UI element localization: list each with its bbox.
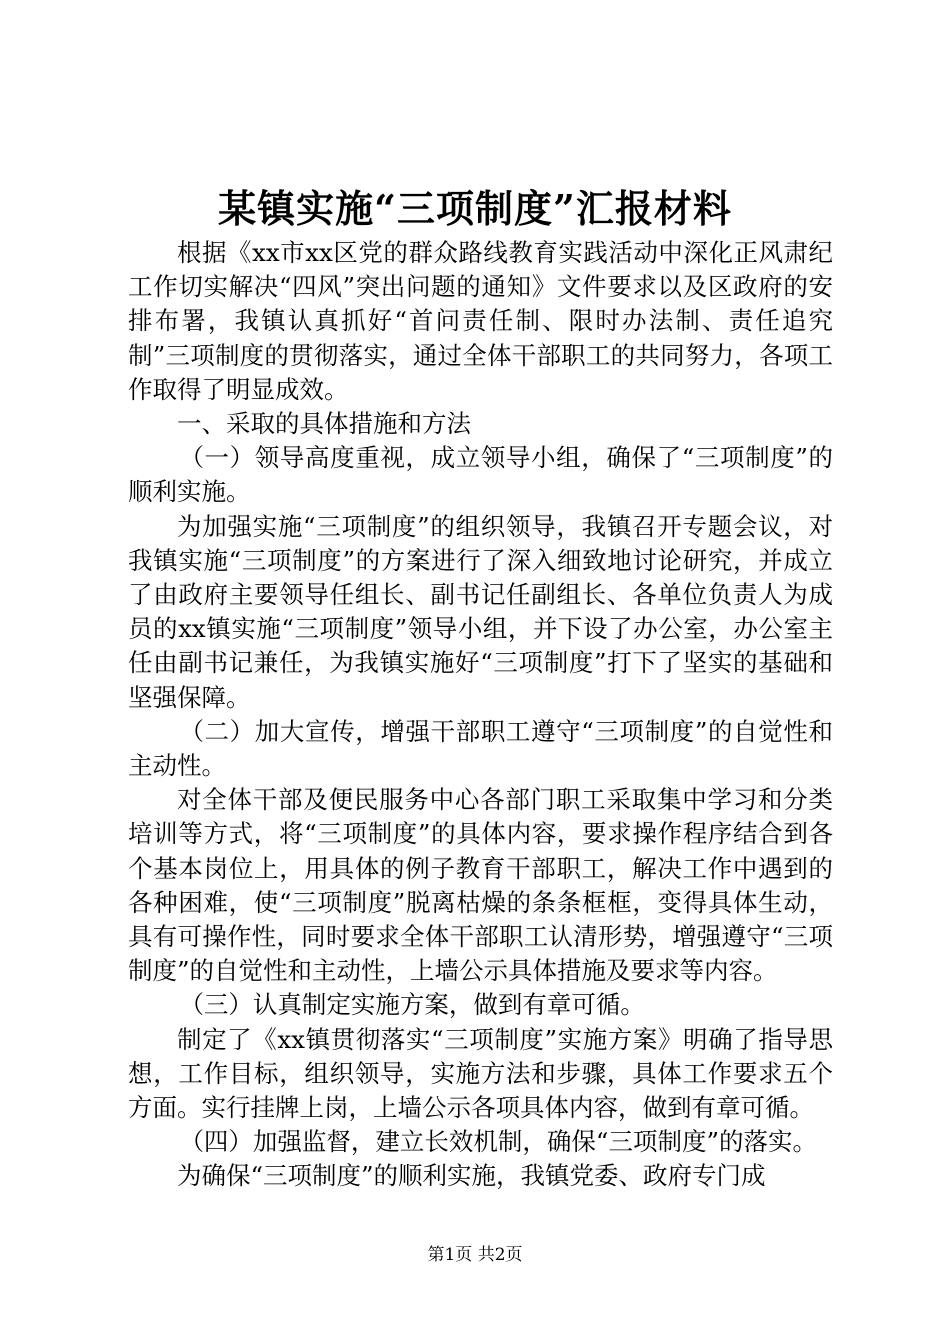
subsection-heading-1: （一）领导高度重视，成立领导小组，确保了“三项制度”的顺利实施。 [128, 443, 833, 507]
document-body [128, 236, 833, 1194]
paragraph-subsection-1: 为加强实施“三项制度”的组织领导，我镇召开专题会议，对我镇实施“三项制度”的方案进行了深入细致地讨论研究，并成立了由政府主要领导任组长、副书记任副组长、各单位负责人为成员的xx镇实施“三项制度”领导小组，并下设了办公室，办公室主任由副书记兼任，为我镇实施好“三项制度”打下了坚实的基础和坚强保障。 [128, 511, 833, 712]
paragraph-subsection-2: 对全体干部及便民服务中心各部门职工采取集中学习和分类培训等方式，将“三项制度”的具体内容，要求操作程序结合到各个基本岗位上，用具体的例子教育干部职工，解决工作中遇到的各种困难，使“三项制度”脱离枯燥的条条框框，变得具体生动，具有可操作性，同时要求全体干部职工认清形势，增强遵守“三项制度”的自觉性和主动性，上墙公示具体措施及要求等内容。 [128, 785, 833, 986]
section-heading-1: 一、采取的具体措施和方法 [177, 409, 471, 439]
page-footer: 第1页 共2页 [427, 1245, 523, 1265]
subsection-heading-2: （二）加大宣传，增强干部职工遵守“三项制度”的自觉性和主动性。 [128, 716, 833, 781]
subsection-heading-3: （三）认真制定实施方案，做到有章可循。 [179, 990, 645, 1020]
subsection-heading-4: （四）加强监督，建立长效机制，确保“三项制度”的落实。 [179, 1127, 817, 1157]
paragraph-subsection-4: 为确保“三项制度”的顺利实施，我镇党委、政府专门成 [177, 1161, 766, 1191]
document-title: 某镇实施“三项制度”汇报材料 [218, 186, 732, 231]
paragraph-intro: 根据《xx市xx区党的群众路线教育实践活动中深化正风肃纪工作切实解决“四风”突出问题的通知》文件要求以及区政府的安排布署，我镇认真抓好“首问责任制、限时办法制、责任追究制”三项制度的贯彻落实，通过全体干部职工的共同努力，各项工作取得了明显成效。 [128, 238, 833, 404]
paragraph-subsection-3: 制定了《xx镇贯彻落实“三项制度”实施方案》明确了指导思想，工作目标，组织领导，实施方法和步骤，具体工作要求五个方面。实行挂牌上岗，上墙公示各项具体内容，做到有章可循。 [128, 1024, 833, 1123]
